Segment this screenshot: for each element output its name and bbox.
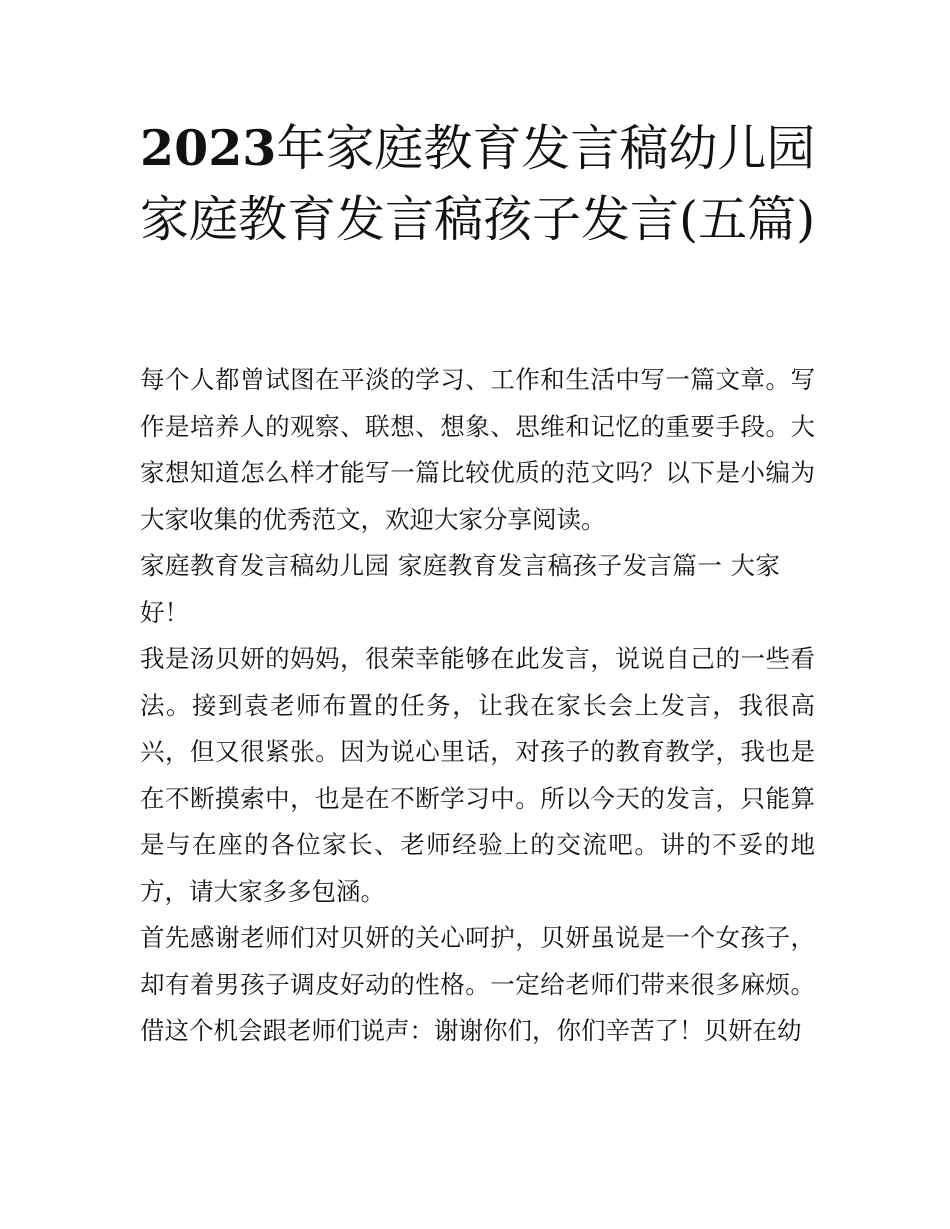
- document-body: [140, 357, 815, 1055]
- paragraph-heading: 家庭教育发言稿幼儿园 家庭教育发言稿孩子发言篇一 大家好！: [140, 551, 780, 627]
- title-text: 年家庭教育发言稿幼儿园家庭教育发言稿孩子发言(五篇): [140, 120, 816, 248]
- title-year: 2023: [140, 119, 277, 177]
- paragraph-thanks: 首先感谢老师们对贝妍的关心呵护，贝妍虽说是一个女孩子，却有着男孩子调皮好动的性格。一定给老师们带来很多麻烦。借这个机会跟老师们说声：谢谢你们，你们辛苦了！贝妍在幼: [140, 923, 815, 1045]
- paragraph-self-intro: 我是汤贝妍的妈妈，很荣幸能够在此发言，说说自己的一些看法。接到袁老师布置的任务，让我在家长会上发言，我很高兴，但又很紧张。因为说心里话，对孩子的教育教学，我也是在不断摸索中，也是在不断学习中。所以今天的发言，只能算是与在座的各位家长、老师经验上的交流吧。讲的不妥的地方，请大家多多包涵。: [140, 644, 815, 906]
- paragraph-intro: 每个人都曾试图在平淡的学习、工作和生活中写一篇文章。写作是培养人的观察、联想、想象、思维和记忆的重要手段。大家想知道怎么样才能写一篇比较优质的范文吗？以下是小编为大家收集的优秀范文，欢迎大家分享阅读。: [140, 365, 815, 534]
- document-title: [140, 113, 820, 255]
